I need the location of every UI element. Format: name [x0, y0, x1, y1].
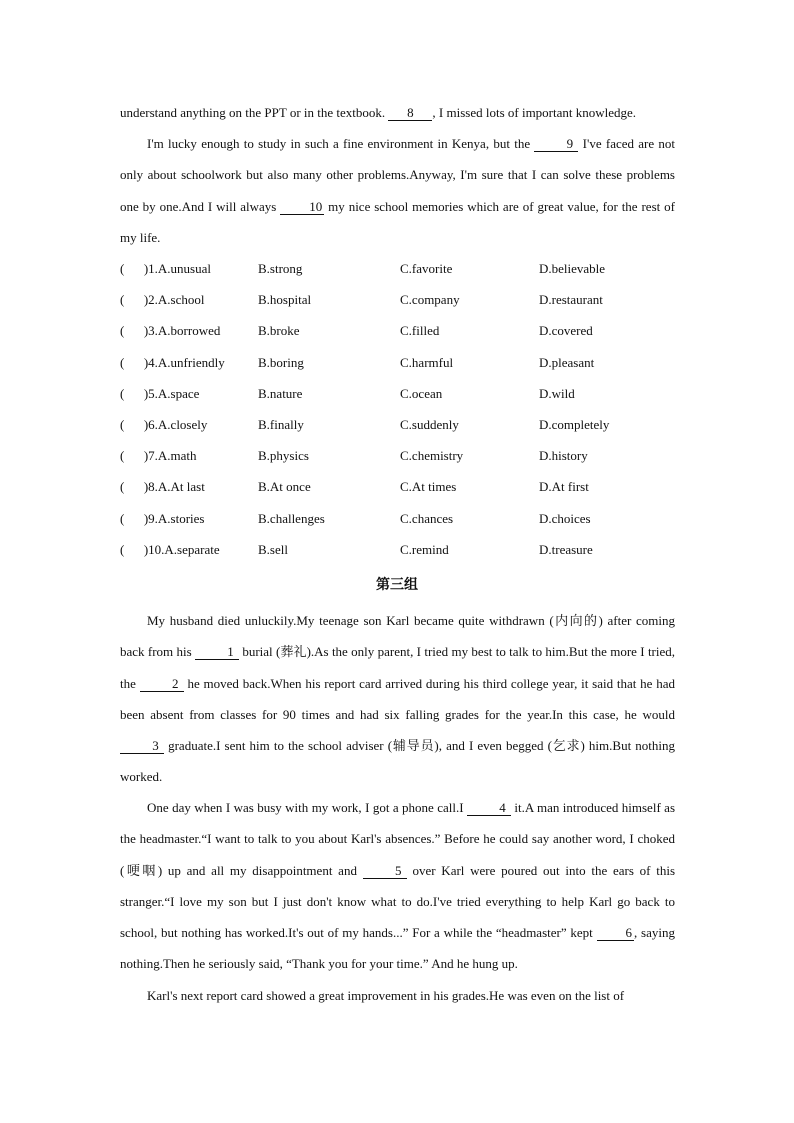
text: understand anything on the PPT or in the textbook.	[120, 105, 386, 120]
question-stem: ( )7.A.math	[120, 448, 197, 464]
option-b: B.hospital	[258, 292, 312, 308]
section-heading: 第三组	[376, 577, 418, 593]
option-d: D.pleasant	[539, 354, 595, 370]
blank-6: 6	[597, 926, 635, 941]
option-c: C.chances	[400, 510, 454, 526]
blank-10: 10	[280, 200, 324, 215]
question-stem: ( )5.A.space	[120, 385, 200, 401]
question-stem: ( )2.A.school	[120, 292, 205, 308]
text: my nice school memories which are of great value, for the rest of my life.	[120, 198, 675, 245]
question-row	[120, 347, 680, 378]
option-c: C.company	[400, 292, 460, 308]
option-c: C.favorite	[400, 261, 453, 276]
option-c: C.ocean	[400, 385, 443, 401]
question-row	[120, 471, 680, 502]
blank-3: 3	[120, 739, 164, 754]
option-d: D.history	[539, 448, 588, 464]
text: it.A man introduced himself as the headmaster.“I want to talk to you about Karl's absences.” Before he could say another word, I choked (哽咽) up and all my disappointment and	[120, 800, 676, 878]
text: I've faced are not only about schoolwork but also many other problems.Anyway, I'm sure that I can solve these problems one by one.And I will always	[120, 136, 676, 214]
option-c: C.chemistry	[400, 448, 464, 464]
question-options	[120, 253, 680, 565]
text: Karl's next report card showed a great improvement in his grades.He was even on the list of	[147, 988, 625, 1003]
passage2-line-top	[120, 97, 675, 128]
question-stem: ( )10.A.separate	[120, 541, 220, 557]
passage2-paragraph	[120, 128, 675, 253]
option-d: D.choices	[539, 510, 591, 526]
option-c: C.suddenly	[400, 416, 459, 432]
option-b: B.challenges	[258, 510, 325, 526]
option-d: D.believable	[539, 261, 606, 276]
question-row	[120, 440, 680, 471]
option-b: B.physics	[258, 448, 309, 464]
question-row	[120, 378, 680, 409]
option-d: D.covered	[539, 323, 593, 339]
option-b: B.strong	[258, 261, 303, 276]
blank-5: 5	[363, 864, 407, 879]
passage3-paragraph-1	[120, 605, 675, 793]
question-stem: ( )3.A.borrowed	[120, 323, 221, 339]
text: , I missed lots of important knowledge.	[432, 105, 637, 120]
text: over Karl were poured out into the ears of this stranger.“I love my son but I just don't know what to do.I've tried everything to help Karl go back to school, but nothing has worked.It's out of my hands...” For a while the “headmaster” kept	[120, 862, 676, 941]
option-b: B.sell	[258, 541, 288, 557]
option-d: D.treasure	[539, 541, 593, 557]
option-d: D.wild	[539, 385, 575, 401]
question-row	[120, 315, 680, 346]
text: burial (葬礼).As the only parent, I tried my best to talk to him.But the more I tried, the	[120, 644, 676, 691]
question-row	[120, 503, 680, 534]
question-stem: ( )9.A.stories	[120, 510, 205, 526]
passage3-paragraph-2	[120, 792, 675, 980]
question-row	[120, 409, 680, 440]
option-c: C.At times	[400, 479, 457, 495]
text: , saying nothing.Then he seriously said, “Thank you for your time.” And he hung up.	[120, 925, 675, 972]
text: I'm lucky enough to study in such a fine environment in Kenya, but the	[147, 136, 531, 151]
blank-8: 8	[388, 106, 432, 121]
option-c: C.harmful	[400, 354, 454, 370]
option-c: C.remind	[400, 541, 449, 557]
question-row	[120, 284, 680, 315]
option-d: D.At first	[539, 479, 589, 495]
option-b: B.broke	[258, 323, 300, 339]
passage3-paragraph-3	[120, 980, 675, 1011]
question-stem: ( )8.A.At last	[120, 479, 205, 495]
question-stem: ( )4.A.unfriendly	[120, 354, 225, 370]
text: graduate.I sent him to the school adviser (辅导员), and I even begged (乞求) him.But nothing worked.	[120, 738, 675, 785]
text: My husband died unluckily.My teenage son Karl became quite withdrawn (内向的) after coming back from his	[120, 613, 675, 660]
question-row	[120, 253, 680, 284]
option-b: B.At once	[258, 479, 311, 495]
option-b: B.nature	[258, 385, 303, 401]
text: One day when I was busy with my work, I got a phone call.I	[147, 800, 464, 815]
question-stem: ( )1.A.unusual	[120, 261, 211, 276]
question-row	[120, 534, 680, 565]
option-c: C.filled	[400, 323, 440, 339]
question-stem: ( )6.A.closely	[120, 416, 208, 432]
blank-1: 1	[195, 645, 239, 660]
option-d: D.completely	[539, 416, 610, 432]
option-b: B.finally	[258, 416, 304, 432]
option-b: B.boring	[258, 354, 304, 370]
blank-2: 2	[140, 677, 184, 692]
text: he moved back.When his report card arrived during his third college year, it said that he had been absent from classes for 90 times and had six falling grades for the year.In this case, he would	[120, 675, 676, 722]
blank-4: 4	[467, 801, 511, 816]
option-d: D.restaurant	[539, 292, 603, 308]
blank-9: 9	[534, 137, 578, 152]
